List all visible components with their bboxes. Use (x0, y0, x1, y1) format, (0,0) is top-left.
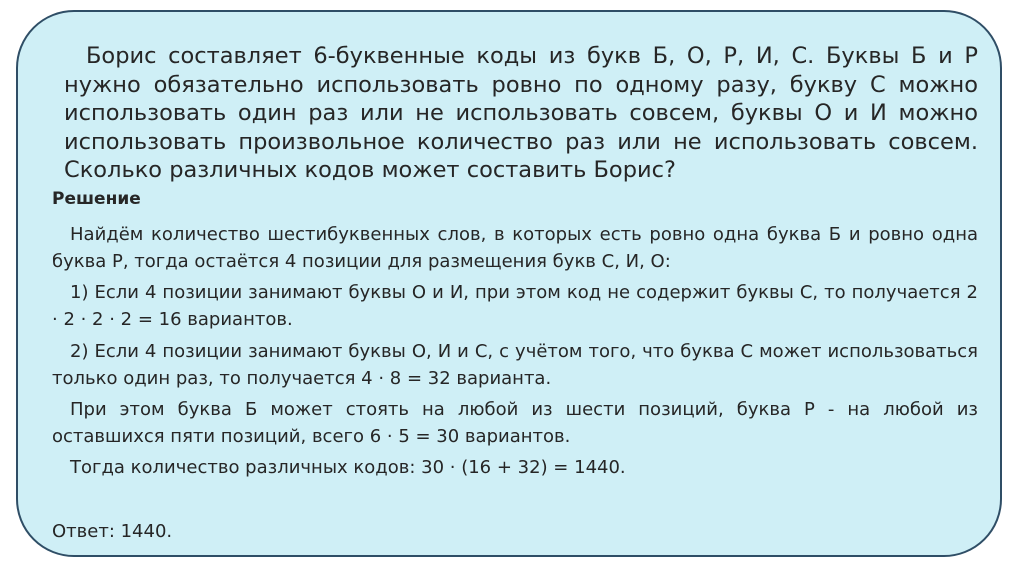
solution-paragraph-intro: Найдём количество шестибуквенных слов, в которых есть ровно одна буква Б и ровно одна буква Р, тогда остаётся 4 позиции для размещения букв С, И, О: (52, 224, 978, 272)
solution-paragraph-case-1: 1) Если 4 позиции занимают буквы О и И, при этом код не содержит буквы С, то получается 2 · 2 · 2 · 2 = 16 вариантов. (52, 282, 978, 330)
problem-card (16, 10, 1002, 557)
answer-line: Ответ: 1440. (52, 521, 173, 542)
solution-paragraph-positions: При этом буква Б может стоять на любой из шести позиций, буква Р - на любой из оставшихся пяти позиций, всего 6 · 5 = 30 вариантов. (52, 399, 978, 447)
problem-statement: Борис составляет 6-буквенные коды из букв Б, О, Р, И, С. Буквы Б и Р нужно обязательно использовать ровно по одному разу, букву С можно использовать один раз или не использовать совсем, буквы О и И можно использовать произвольное количество раз или не использовать совсем. Сколько различных кодов может составить Борис? (64, 43, 978, 183)
solution-paragraph-total: Тогда количество различных кодов: 30 · (16 + 32) = 1440. (70, 457, 626, 478)
solution-paragraph-case-2: 2) Если 4 позиции занимают буквы О, И и С, с учётом того, что буква С может использоваться только один раз, то получается 4 · 8 = 32 варианта. (52, 341, 978, 389)
solution-heading: Решение (52, 189, 141, 209)
